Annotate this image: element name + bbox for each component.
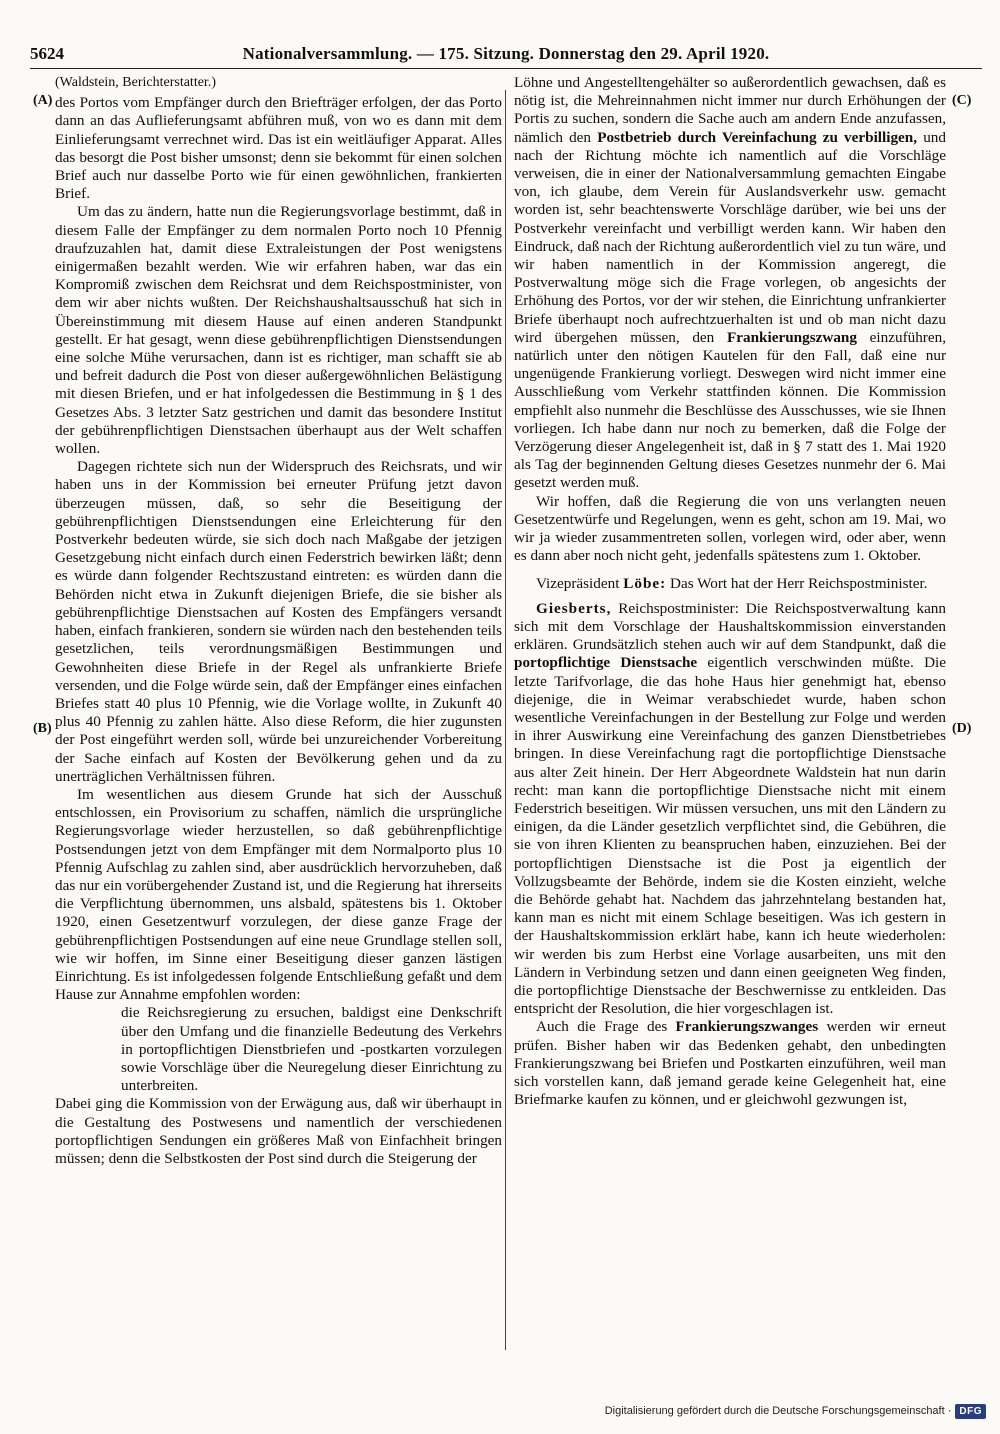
text-run: Reichspostminister: Die Reichspostverwaltung kann sich mit dem Vorschlage der Haushaltskommission einverstanden erklären. Grundsätzlich stehen auch wir auf dem Standpunkt, daß die [514, 599, 946, 654]
paragraph: des Portos vom Empfänger durch den Briefträger erfolgen, der das Porto dann an das Auflieferungsamt abführen muß, von wo es dann mit dem Einlieferungsamt verrechnet wird. Das ist ein weitläufiger Apparat. Alles das besorgt die Post bisher umsonst; denn sie bekommt für einen solchen Brief auch nur dasselbe Porto wie für einen gewöhnlichen, frankierten Brief. [55, 94, 502, 203]
paragraph: Im wesentlichen aus diesem Grunde hat sich der Ausschuß entschlossen, ein Provisorium zu schaffen, nämlich die ursprüngliche Regierungsvorlage wieder herzustellen, so daß gebührenpflichtige Postsendungen jetzt von dem Empfänger mit dem Normalporto plus 10 Pfennig Aufschlag zu zahlen sind, aber ausdrücklich hervorzuheben, daß das nur ein vorübergehender Zustand ist, und die Regierung hat ihrerseits die Verpflichtung übernommen, uns alsbald, spätestens bis 1. Oktober 1920, einen Gesetzentwurf vorzulegen, der diese ganze Frage der gebührenpflichtigen Postsendungen auf eine neue Grundlage stellen soll, wie wir hoffen, im Sinne einer Beseitigung dieser ganzen lästigen Einrichtung. Es ist infolgedessen folgende Entschließung gefaßt und dem Hause zur Annahme empfohlen worden: [55, 785, 502, 1004]
paragraph [514, 74, 946, 493]
margin-marker-d: (D) [952, 721, 972, 736]
text-run: werden wir erneut prüfen. Bisher haben wir das Bedenken gehabt, den unbedingten Frankierungszwang bei Briefen und Postkarten einzuführen, weil man sich vorstellen kann, daß jemand gerade keine Gelegenheit hat, eine Briefmarke kaufen zu können, und er gleichwohl gezwungen ist, [514, 1018, 946, 1109]
page-header [30, 44, 982, 69]
speaker-name: Löbe: [623, 575, 667, 593]
margin-marker-b: (B) [33, 721, 52, 736]
text-run: Löhne und Angestelltengehälter so außerordentlich gewachsen, daß es nötig ist, die Mehreinnahmen nicht immer nur durch Erhöhungen der Portis zu suchen, sondern die Sache auch am andern Ende anzufassen, nämlich den [514, 74, 946, 146]
text-run: eigentlich verschwinden müßte. Die letzte Tarifvorlage, die das hohe Haus hier genehmigt hat, ebenso diejenige, die in Weimar verabschiedet wurde, haben schon wesentliche Vereinfachungen in der Bestellung zur Folge und werden in ihrer Auswirkung eine Vereinfachung des ganzen Dienstbetriebes bringen. In diese Vereinfachung ragt die portopflichtige Dienstsache aus alter Zeit hinein. Der Herr Abgeordnete Waldstein hat nun darin recht: man kann die portopflichtige Dienstsache nicht mit einem Federstrich beseitigen. Wir müssen versuchen, uns mit den Ländern zu einigen, da die Länder gesetzlich verpflichtet sind, die Gebühren, die sie von ihren Klienten zu beanspruchen haben, einzuziehen. Bei der portopflichtigen Dienstsache ist die Post ja eigentlich der Vollzugsbeamte der Behörde, indem sie die Kosten einzieht, welche die Behörde gehabt hat. Nachdem das jahrzehntelang bestanden hat, kann man es nicht mit einem Schlage beseitigen. Was ich gestern in der Haushaltskommission erklärt habe, kann ich heute wiederholen: wir werden bis zum Herbst eine Vorlage ausarbeiten, uns mit den Ländern in Verbindung setzen und dann einen geeigneten Weg finden, die portopflichtige Dienstsache der Beschwernisse zu entkleiden. Das entspricht der Resolution, die hier vorgeschlagen ist. [514, 654, 947, 1018]
emphasis: Frankierungszwang [727, 328, 857, 346]
dfg-logo: DFG [955, 1404, 986, 1419]
text-run: Auch die Frage des [536, 1018, 676, 1036]
speaker-attribution: (Waldstein, Berichterstatter.) [55, 75, 216, 90]
left-column [55, 74, 502, 1168]
page-number: 5624 [30, 44, 64, 63]
margin-marker-a: (A) [33, 93, 53, 108]
speaker-name: Giesberts, [536, 599, 612, 617]
text-run: Das Wort hat der Herr Reichspostminister. [666, 575, 928, 593]
page-title: Nationalversammlung. — 175. Sitzung. Donnerstag den 29. April 1920. [242, 44, 770, 63]
paragraph: Um das zu ändern, hatte nun die Regierungsvorlage bestimmt, daß in diesem Falle der Empfänger zu dem normalen Porto noch 10 Pfennig draufzuzahlen hat, damit diese Extraleistungen der Post wenigstens einigermaßen bezahlt werden. Wie wir erfahren haben, war das ein Kompromiß zwischen dem Reichsrat und dem Reichspostminister, von dem wir aber nichts wußten. Der Reichshaushaltsausschuß hat sich in Übereinstimmung mit diesem Hause auf einen anderen Standpunkt gestellt. Er hat gesagt, wenn diese gebührenpflichtigen Dienstsendungen eine solche Mühe verursachen, dann ist es richtiger, man schafft sie ab und befreit dadurch die Post von dieser außergewöhnlichen Belästigung mit diesen Briefen, und er hat infolgedessen die Bestimmung in § 1 des Gesetzes Abs. 3 letzter Satz gestrichen und damit das besondere Institut der gebührenpflichtigen Dienstsachen überhaupt aus der Welt schaffen wollen. [55, 203, 502, 458]
margin-marker-c: (C) [952, 93, 972, 108]
text-run: und nach der Richtung möchte ich namentlich auf die Vorschläge verweisen, die in einer der Nationalversammlung gemachten Eingabe von, ich glaube, dem Verein für Auslandsverkehr usw. gemacht worden ist, sehr beachtenswerte Vorschläge darüber, wie bei uns der Postverkehr vereinfacht und verbilligt werden kann. Wir haben den Eindruck, daß nach der Richtung außerordentlich viel zu tun wäre, und wir haben namentlich in der Kommission angeregt, die Postverwaltung möge sich die Frage vorlegen, ob angesichts der Erhöhung des Portos, vor der wir stehen, die Einrichtung unfrankierter Briefe überhaupt noch aufrechtzuerhalten ist und ob man nicht dazu wird übergehen müssen, den [514, 128, 946, 346]
text-run: einzuführen, natürlich unter den nötigen Kautelen für den Fall, daß eine nur ungenügende Frankierung vorliegt. Deswegen wird nicht immer eine Ausschließung vom Verkehr stattfinden können. Die Kommission empfiehlt also nunmehr die Beschlüsse des Ausschusses, wie sie Ihnen vorliegen. Ich habe dann nur noch zu bemerken, daß die Folge der Verzögerung dieser Angelegenheit ist, daß in § 7 statt des 1. Mai 1920 als Tag der beginnenden Geltung dieses Gesetzes nunmehr der 6. Mai gesetzt werden muß. [514, 328, 946, 492]
footer-text: Digitalisierung gefördert durch die Deutsche Forschungsgemeinschaft · [604, 1405, 952, 1417]
paragraph: Dabei ging die Kommission von der Erwägung aus, daß wir überhaupt in die Gestaltung des Postwesens und namentlich der verschiedenen portopflichtigen Sendungen ein größeres Maß von Einfachheit bringen müssen; denn die Selbstkosten der Post sind durch die Steigerung der [55, 1095, 502, 1167]
emphasis: portopflichtige Dienstsache [514, 654, 698, 672]
paragraph: Wir hoffen, daß die Regierung die von uns verlangten neuen Gesetzentwürfe und Regelungen, wenn es geht, schon am 19. Mai, wo wir ja wieder zusammentreten sollen, vorlegen wird, oder aber, wenn es dann aber noch nicht geht, jedenfalls spätestens zum 1. Oktober. [514, 492, 946, 565]
column-divider [505, 90, 506, 1350]
right-column [514, 74, 946, 1109]
resolution-quote: die Reichsregierung zu ersuchen, baldigst eine Denkschrift über den Umfang und die finanzielle Bedeutung des Verkehrs in portopflichtigen Dienstbriefen und -postkarten vorzulegen sowie Vorschläge über die Neuregelung dieser Einrichtung zu unterbreiten. [121, 1004, 502, 1095]
speaker-paragraph [514, 575, 946, 593]
emphasis: Frankierungszwanges [675, 1018, 819, 1036]
text-run: Vizepräsident [536, 575, 624, 593]
paragraph: Dagegen richtete sich nun der Widerspruch des Reichsrats, und wir haben uns in der Kommission bei erneuter Prüfung jetzt davon überzeugen müssen, daß, so sehr die Beseitigung der gebührenpflichtigen Dienstsendungen eine Erleichterung für den Postverkehr bedeuten würde, sie sich doch nach Maßgabe der jetzigen Gesetzgebung nicht einfach durch einen Federstrich bewirken läßt; denn es würde dann folgender Rechtszustand eintreten: es würden dann die Behörden nicht etwa in Zukunft diejenigen Briefe, die sie bisher als gebührenpflichtige Dienstsachen auf Kosten des Empfängers versandt haben, einfach frankieren, sondern sie würden nach den bestehenden teils gesetzlichen, teils verordnungsmäßigen Bestimmungen und Gewohnheiten diese Briefe in der Regel als unfrankierte Briefe versenden, und die Folge würde sein, daß der Empfänger eines einfachen Briefes statt 40 plus 10 Pfennig, wie die Vorlage wollte, in Zukunft 40 plus 40 Pfennig zu zahlen hätte. Also diese Reform, die hier zugunsten der Post eingeführt werden soll, würde bei unzureichender Vorbereitung der Sache einfach auf Kosten der Bevölkerung gehen und da zu unerträglichen Verhältnissen führen. [55, 458, 502, 785]
footer-credit [605, 1400, 986, 1422]
speaker-paragraph [514, 600, 946, 1019]
paragraph [514, 1018, 946, 1109]
emphasis: Postbetrieb durch Vereinfachung zu verbilligen, [597, 128, 918, 146]
